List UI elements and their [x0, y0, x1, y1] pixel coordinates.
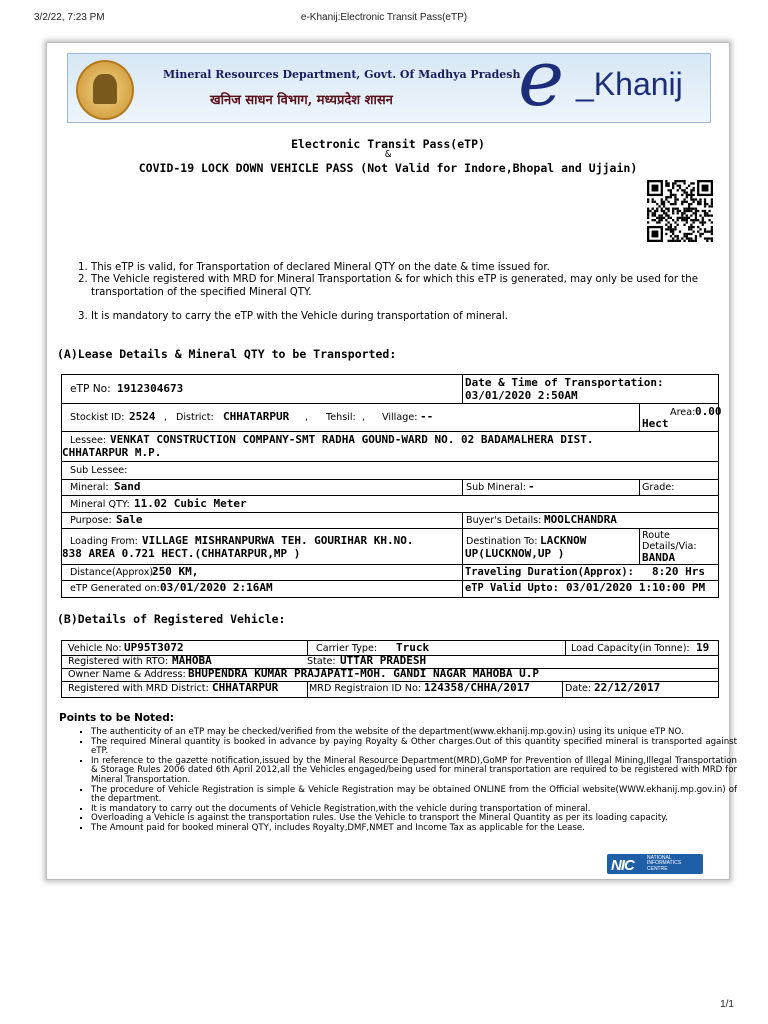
transport-datetime-label: Date & Time of Transportation: — [465, 376, 664, 389]
note-item: ▪ It is mandatory to carry out the documents of Vehicle Registration,with the vehicle during transportation of mineral. — [91, 805, 737, 815]
note-item: ▪ The Amount paid for booked mineral QTY, includes Royalty,DMF,NMET and Income Tax as applicable for the Lease. — [91, 824, 737, 834]
stockist-value: 2524 — [129, 410, 156, 423]
owner-label: Owner Name & Address: — [68, 669, 186, 680]
submineral-value: - — [528, 480, 535, 493]
vehicle-no-label: Vehicle No: — [68, 643, 122, 654]
destination-line-2: UP(LUCKNOW,UP ) — [465, 547, 565, 560]
lessee-label: Lessee: — [70, 435, 107, 446]
print-datetime: 3/2/22, 7:23 PM — [34, 12, 105, 23]
notes-heading: Points to be Noted: — [59, 712, 174, 724]
district-label: District: — [176, 412, 214, 423]
print-page-title: e-Khanij:Electronic Transit Pass(eTP) — [300, 12, 468, 23]
ekhanij-logo-e: e — [518, 34, 565, 124]
distance-label: Distance(Approx): — [70, 567, 157, 578]
duration-value: 8:20 Hrs — [652, 565, 705, 578]
tehsil-label: Tehsil: — [326, 412, 356, 423]
department-name-hindi: खनिज साधन विभाग, मध्यप्रदेश शासन — [210, 93, 393, 108]
document-title: Electronic Transit Pass(eTP) — [291, 137, 485, 151]
valid-upto-label: eTP Valid Upto: — [465, 582, 559, 594]
buyer-label: Buyer's Details: — [466, 515, 542, 526]
nic-logo — [607, 854, 703, 874]
rule-item: 1. This eTP is valid, for Transportation of declared Mineral QTY on the date & time issued for. — [91, 262, 751, 274]
purpose-value: Sale — [116, 513, 143, 526]
destination-line-1: LACKNOW — [540, 534, 587, 547]
owner-value: BHUPENDRA KUMAR PRAJAPATI-MOH. GANDI NAGAR MAHOBA U.P — [188, 667, 539, 680]
area-unit: Hect — [642, 417, 669, 430]
department-banner — [67, 34, 711, 124]
lessee-line-2: CHHATARPUR M.P. — [62, 446, 162, 459]
note-item: ▪ The required Mineral quantity is booked in advance by paying Royalty & Other charges.Out of this quantity specified mineral is transported against eTP. — [91, 738, 737, 757]
duration-label: Traveling Duration(Approx): — [465, 566, 634, 578]
buyer-value: MOOLCHANDRA — [544, 513, 617, 526]
area-label: Area: — [670, 407, 696, 418]
qty-value: 11.02 Cubic Meter — [134, 497, 247, 510]
notes-list — [69, 728, 737, 834]
carrier-type-label: Carrier Type: — [316, 643, 378, 654]
qr-code-icon — [647, 180, 713, 242]
loading-label: Loading From: — [70, 536, 138, 547]
stockist-label: Stockist ID: — [70, 412, 125, 423]
distance-value: 250 KM, — [152, 565, 199, 578]
route-value: BANDA — [642, 551, 676, 564]
route-label-line-1: Route — [642, 530, 670, 541]
note-item: ▪ Overloading a Vehicle is against the transportation rules. Use the Vehicle to transport the Mineral Quantity as per its loading capacity. — [91, 814, 737, 824]
rule-item: 2. The Vehicle registered with MRD for Mineral Transportation & for which this eTP is generated, may only be used for the transportation of the specified Mineral QTY. — [91, 274, 751, 299]
section-b-heading: (B)Details of Registered Vehicle: — [57, 612, 286, 626]
etp-document — [46, 34, 737, 880]
loading-line-2: 838 AREA 0.721 HECT.(CHHATARPUR,MP ) — [62, 547, 301, 560]
covid-pass-title: COVID-19 LOCK DOWN VEHICLE PASS (Not Valid for Indore,Bhopal and Ujjain) — [138, 161, 638, 175]
generated-label: eTP Generated on: — [70, 583, 160, 594]
district-value: CHHATARPUR — [223, 410, 290, 423]
sublessee-label: Sub Lessee: — [70, 465, 128, 476]
mrd-district-label: Registered with MRD District: — [68, 683, 209, 694]
grade-label: Grade: — [642, 482, 675, 493]
carrier-type-value: Truck — [396, 641, 430, 654]
mrd-district-value: CHHATARPUR — [212, 681, 279, 694]
loading-line-1: VILLAGE MISHRANPURWA TEH. GOURIHAR KH.NO. — [142, 534, 414, 547]
load-capacity-value: 19 — [696, 641, 710, 654]
vehicle-no-value: UP95T3072 — [124, 641, 184, 654]
lease-details-table: eTP No: 1912304673 Date & Time of Transportation: 03/01/2020 2:50AM Stockist ID: 2524 , District: CHHATARPUR , Tehsil: , Village: -- Area: 0.00 Hect Lessee: VENKAT CONSTRUCTION COMPANY-SMT RADHA GOUND-WARD NO. 02 BADAMALHERA DIST. CHHATARPUR M.P. Sub Lessee: Mineral: Sand Sub Mineral: - Grade: Mineral QTY: 11.02 Cubic Meter Purpose: Sale Buyer's Details: MOOLCHANDRA Loading From: VILLAGE MISHRANPURWA TEH. GOURIHAR KH.NO. 838 AREA 0.721 HECT.(CHHATARPUR,MP ) Destination To: LACKNOW UP(LUCKNOW,UP ) Route Details/Via: BANDA Distance(Approx): 250 KM, Traveling Duration(Approx): 8:20 Hrs eTP Generated on: 03/01/2020 2:16AM eTP Valid Upto: 03/01/2020 1:10:00 PM — [61, 374, 719, 598]
mrd-reg-label: MRD Registraion ID No: — [309, 683, 422, 694]
village-value: -- — [420, 410, 434, 423]
rto-label: Registered with RTO: — [68, 656, 169, 667]
load-capacity-label: Load Capacity(in Tonne): — [571, 643, 690, 654]
transport-datetime-value: 03/01/2020 2:50AM — [465, 389, 578, 402]
note-item: ▪ The procedure of Vehicle Registration is simple & Vehicle Registration may be obtained ONLINE from the Official website(WWW.ekhanij.mp.gov.in) of the department. — [91, 786, 737, 805]
route-label-line-2: Details/Via: — [642, 541, 697, 552]
destination-label: Destination To: — [466, 536, 538, 547]
generated-value: 03/01/2020 2:16AM — [160, 581, 273, 594]
etp-no-value: 1912304673 — [117, 382, 184, 395]
ekhanij-logo-text: _Khanij — [576, 66, 683, 102]
lessee-line-1: VENKAT CONSTRUCTION COMPANY-SMT RADHA GOUND-WARD NO. 02 BADAMALHERA DIST. — [110, 433, 594, 446]
mineral-label: Mineral: — [70, 482, 109, 493]
village-label: Village: — [382, 412, 418, 423]
qty-label: Mineral QTY: — [70, 499, 130, 510]
vehicle-details-table — [61, 640, 719, 698]
valid-upto-value: 03/01/2020 1:10:00 PM — [566, 581, 706, 594]
section-a-heading: (A)Lease Details & Mineral QTY to be Transported: — [57, 347, 397, 361]
submineral-label: Sub Mineral: — [466, 482, 526, 493]
rule-item: 3. It is mandatory to carry the eTP with the Vehicle during transportation of mineral. — [91, 311, 751, 323]
mineral-value: Sand — [114, 480, 141, 493]
department-name-english: Mineral Resources Department, Govt. Of Madhya Pradesh — [163, 68, 521, 81]
note-item: ▪ The authenticity of an eTP may be checked/verified from the website of the department(www.ekhanij.mp.gov.in) using its unique eTP NO. — [91, 728, 737, 738]
mrd-date-value: 22/12/2017 — [594, 681, 661, 694]
nic-logo-mark: NIC — [611, 857, 634, 874]
nic-logo-text: NATIONAL INFORMATICS CENTRE — [647, 855, 682, 872]
rto-value: MAHOBA — [172, 654, 212, 667]
title-ampersand: & — [384, 149, 392, 160]
validity-rules — [69, 262, 751, 324]
mrd-reg-value: 124358/CHHA/2017 — [424, 681, 530, 694]
state-value: UTTAR PRADESH — [340, 654, 427, 667]
note-item: ▪ In reference to the gazette notification,issued by the Mineral Resource Department(MRD),GoMP for Prevention of Illegal Mining,Illegal Transportation & Storage Rules 2006 dated 6th April 2012,all the Vehicles engaged/being used for mineral transportation are required to be registered with MRD for Mineral Transportation. — [91, 757, 737, 786]
etp-no-label: eTP No: — [70, 383, 111, 395]
area-value: 0.00 — [695, 405, 722, 418]
mp-emblem-icon — [76, 60, 134, 120]
print-page-number: 1/1 — [720, 999, 734, 1010]
mrd-date-label: Date: — [565, 683, 592, 694]
state-label: State: — [307, 656, 336, 667]
purpose-label: Purpose: — [70, 515, 112, 526]
